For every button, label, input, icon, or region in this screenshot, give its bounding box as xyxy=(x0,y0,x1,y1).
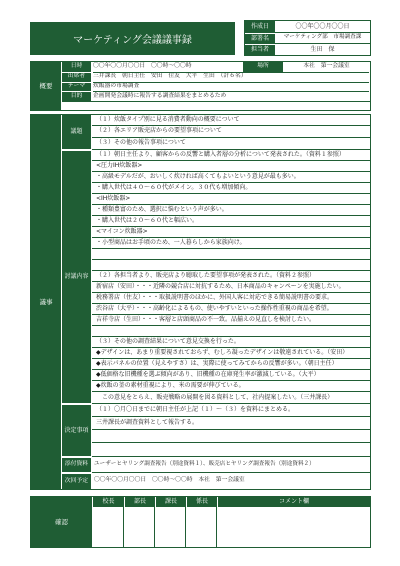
place-value: 本社 第一会議室 xyxy=(303,62,350,69)
discussion-line xyxy=(92,326,370,337)
document-title: マーケティング会議議事録 xyxy=(73,35,192,46)
discussion-line: （１）朝日主任より、顧客からの反響と購入者層の分析について発表された。（資料１参照） xyxy=(92,150,370,161)
agenda-item: （２）各エリア販売店からの要望事項について xyxy=(92,126,370,137)
purpose-value: 企画開発会議時に報告する調査結果をまとめるため xyxy=(93,91,369,101)
approval-col-header: 課長 xyxy=(156,497,186,507)
decision-line xyxy=(92,430,370,443)
attendees-value: 三井課長 朝日主任 安田 住友 大平 生田 （計６名） xyxy=(93,72,369,82)
discussion-line xyxy=(92,260,370,271)
comment-box[interactable] xyxy=(217,507,370,547)
discussion-line: （３）その他の調査結果について意見交換を行った。 xyxy=(92,337,370,348)
discussion-line: ・購入世代は２０～６０代と幅広い。 xyxy=(92,216,370,227)
agenda-item: （１）炊飯タイプ別に見る消費者動向の概要について xyxy=(92,115,370,126)
discussion-line: （２）各担当者より、販売店より聴取した要望事項が発表された。（資料２参照） xyxy=(92,271,370,282)
discussion-line: 吉祥寺店（生田）・・・客層と店頭商品の不一致。品揃えの見直しを検討したい。 xyxy=(92,315,370,326)
decision-label: 決定事項 xyxy=(62,404,91,456)
attachment-value: ユーザーヒヤリング調査報告（別途資料１）、販売店ヒヤリング調査報告（別途資料２） xyxy=(92,456,370,472)
purpose-label: 目的 xyxy=(62,91,91,101)
decision-line xyxy=(92,443,374,456)
minutes-section-label: 議事 xyxy=(31,115,61,489)
approval-col-header: コメント欄 xyxy=(218,497,370,507)
approval-table xyxy=(30,496,371,548)
attachment-label: 添付資料 xyxy=(62,457,91,472)
next-value: 〇〇年〇〇月〇〇日 〇〇時～〇〇時 本社 第一会議室 xyxy=(92,472,370,489)
created-value: 〇〇年〇〇月〇〇日 xyxy=(275,21,370,33)
discussion-line: <IH炊飯器> xyxy=(92,194,370,205)
discussion-line: 渋谷店（大平）・・・高齢化によるもの、使いやすいといった操作性重視の商品を希望。 xyxy=(92,304,370,315)
stamp-box[interactable] xyxy=(93,507,124,547)
dept-value: マーケティング部 市場調査課 xyxy=(275,33,370,44)
discussion-line: ◆デザインは、あまり重要視されておらず、むしろ凝ったデザインは敬遠されている。（安田） xyxy=(92,348,370,359)
theme-label: テーマ xyxy=(62,82,91,92)
decision-list xyxy=(92,403,370,456)
overview-table xyxy=(30,61,371,111)
overview-bottom-spacer xyxy=(62,101,370,111)
discussion-line: 税務署店（住友）・・・取扱説明書のほかに、外国人客に対応できる簡易説明書の要求。 xyxy=(92,293,370,304)
discussion-line: ◆表示パネルの位置（見えやすさ）は、実際に使ってみてからの反響が多い。（朝日主任） xyxy=(92,359,370,370)
discussion-line: ・高級モデルだが、おいしく炊ければ高くてもよいという意見が最も多い。 xyxy=(92,172,370,183)
discussion-line: ・種類豊富のため、選択に悩むという声が多い。 xyxy=(92,205,370,216)
stamp-box[interactable] xyxy=(155,507,186,547)
attendees-label: 出席者 xyxy=(62,72,91,82)
dept-label: 部署名 xyxy=(245,33,275,44)
agenda-list xyxy=(92,115,370,149)
discussion-line: この意見をとらえ、販売戦略の展開を図る資料として、社内提案したい。（三井課長） xyxy=(96,393,334,401)
discussion-label: 討議内容 xyxy=(62,150,91,403)
approval-col-header: 係長 xyxy=(187,497,217,507)
created-label: 作成日 xyxy=(245,21,275,33)
discussion-line: <圧力IH炊飯器> xyxy=(92,161,370,172)
agenda-label: 議題 xyxy=(62,115,91,149)
discussion-line: <マイコン炊飯器> xyxy=(92,227,370,238)
minutes-table xyxy=(30,114,371,490)
discussion-line: ◆低価格な旧機種を選ぶ傾向があり、旧機種の在庫発生率が激減している。（大平） xyxy=(92,370,370,381)
discussion-line: ・購入世代は４０～６０代がメイン。３０代も増加傾向。 xyxy=(92,183,370,194)
approval-col-header: 部長 xyxy=(125,497,155,507)
discussion-line: ・小型商品はお手頃のため、一人暮らしから家族向け。 xyxy=(92,238,370,249)
datetime-value: 〇〇年〇〇月〇〇日 〇〇時～〇〇時 xyxy=(93,62,192,69)
overview-section-label: 概要 xyxy=(31,62,61,110)
decision-line: 三井課長が調査資料として報告する。 xyxy=(92,417,370,430)
stamp-box[interactable] xyxy=(124,507,155,547)
discussion-list xyxy=(92,149,370,403)
document-title-box xyxy=(30,22,235,55)
discussion-line: 新宿店（安田）・・・近隣の競合店に対抗するため、日本商品のキャンペーンを実施したい。 xyxy=(92,282,370,293)
meta-table xyxy=(244,20,371,56)
owner-label: 担当者 xyxy=(245,44,275,55)
discussion-line xyxy=(92,249,370,260)
stamp-box[interactable] xyxy=(186,507,217,547)
decision-line: （１）〇月〇日までに朝日主任が上記（１）～（３）を資料にまとめる。 xyxy=(92,404,370,417)
agenda-item: （３）その他の報告事項について xyxy=(96,139,186,147)
owner-value: 生田 保 xyxy=(310,45,335,53)
discussion-line: ◆炊飯の釜の素材重視により、米の需要が伸びている。 xyxy=(92,381,370,392)
datetime-label: 日時 xyxy=(62,62,91,72)
theme-value: 炊飯器の市場調査 xyxy=(93,82,369,92)
next-label: 次回予定 xyxy=(62,473,91,489)
place-label: 場所 xyxy=(243,62,283,72)
approval-section-label: 確認 xyxy=(31,497,92,547)
approval-col-header: 校長 xyxy=(93,497,124,507)
